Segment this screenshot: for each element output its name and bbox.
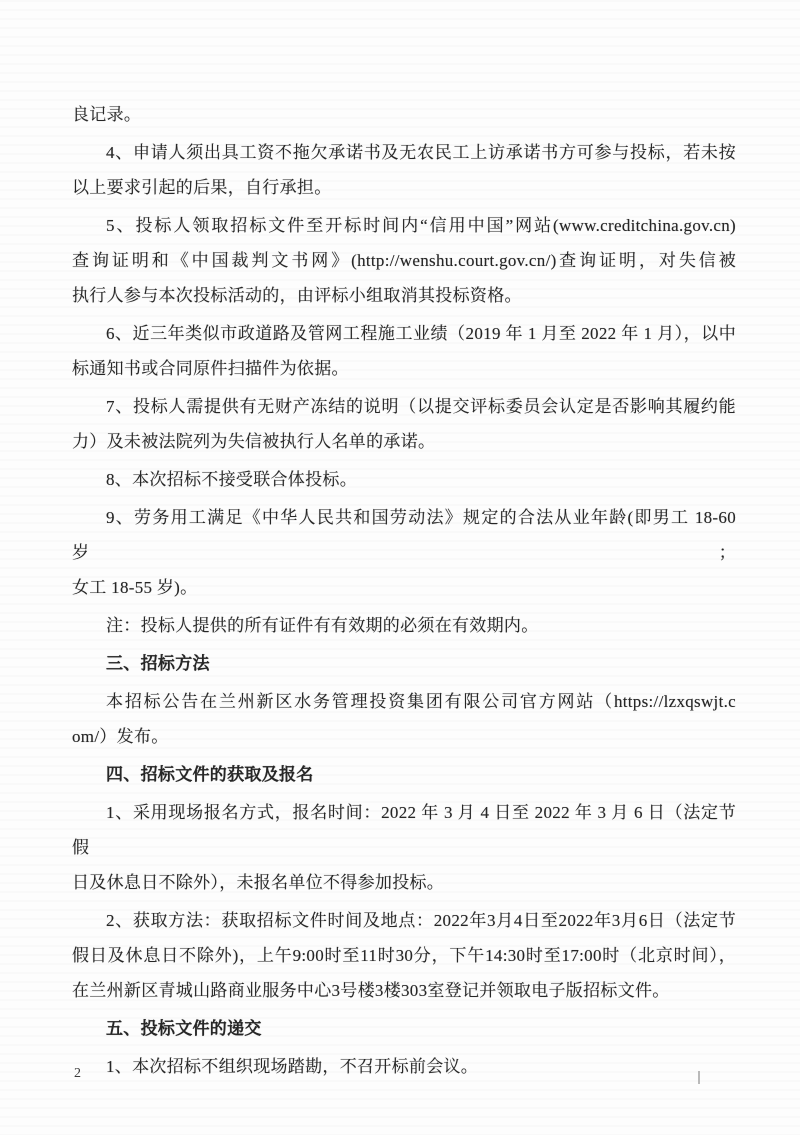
text-line: 四、招标文件的获取及报名 bbox=[106, 765, 314, 784]
text-line: om/）发布。 bbox=[72, 727, 169, 746]
text-line: 标通知书或合同原件扫描件为依据。 bbox=[72, 359, 349, 378]
text-line: 注：投标人提供的所有证件有有效期的必须在有效期内。 bbox=[106, 616, 539, 635]
text-line: 五、投标文件的递交 bbox=[106, 1019, 262, 1038]
text-line: 女工 18-55 岁)。 bbox=[72, 578, 198, 597]
document-content bbox=[72, 97, 736, 1087]
paragraph bbox=[72, 208, 736, 313]
text-line: 8、本次招标不接受联合体投标。 bbox=[106, 470, 357, 489]
section-heading bbox=[72, 646, 736, 681]
paragraph bbox=[72, 135, 736, 205]
paragraph bbox=[72, 316, 736, 386]
text-line: 1、本次招标不组织现场踏勘，不召开标前会议。 bbox=[106, 1057, 479, 1076]
paragraph bbox=[72, 97, 736, 132]
text-line: 在兰州新区青城山路商业服务中心3号楼3楼303室登记并领取电子版招标文件。 bbox=[72, 981, 670, 1000]
text-line: 本招标公告在兰州新区水务管理投资集团有限公司官方网站（https://lzxqswjt.c bbox=[106, 692, 736, 711]
section-heading bbox=[72, 757, 736, 792]
text-line: 良记录。 bbox=[72, 105, 142, 124]
paragraph bbox=[72, 500, 736, 605]
text-line: 9、劳务用工满足《中华人民共和国劳动法》规定的合法从业年龄(即男工 18-60 岁； bbox=[72, 508, 736, 562]
text-line: 6、近三年类似市政道路及管网工程施工业绩（2019 年 1 月至 2022 年 1 月），以中 bbox=[106, 324, 736, 343]
text-line: 日及休息日不除外），未报名单位不得参加投标。 bbox=[72, 873, 445, 892]
text-line: 1、采用现场报名方式，报名时间：2022 年 3 月 4 日至 2022 年 3 月 6 日（法定节假 bbox=[72, 803, 736, 857]
paragraph bbox=[72, 903, 736, 1008]
paragraph bbox=[72, 684, 736, 754]
text-line: 力）及未被法院列为失信被执行人名单的承诺。 bbox=[72, 432, 436, 451]
text-line: 执行人参与本次投标活动的，由评标小组取消其投标资格。 bbox=[72, 286, 522, 305]
scan-artifact-tick bbox=[698, 1071, 700, 1084]
paragraph bbox=[72, 462, 736, 497]
text-line: 三、招标方法 bbox=[106, 654, 210, 673]
text-line: 2、获取方法：获取招标文件时间及地点：2022年3月4日至2022年3月6日（法定节 bbox=[106, 911, 736, 930]
paragraph bbox=[72, 795, 736, 900]
text-line: 以上要求引起的后果，自行承担。 bbox=[72, 178, 332, 197]
text-line: 7、投标人需提供有无财产冻结的说明（以提交评标委员会认定是否影响其履约能 bbox=[106, 397, 736, 416]
paragraph bbox=[72, 608, 736, 643]
text-line: 查询证明和《中国裁判文书网》(http://wenshu.court.gov.cn/)查询证明，对失信被 bbox=[72, 251, 736, 270]
text-line: 假日及休息日不除外)，上午9:00时至11时30分，下午14:30时至17:00时（北京时间）， bbox=[72, 946, 736, 965]
paragraph bbox=[72, 389, 736, 459]
paragraph bbox=[72, 1049, 736, 1084]
text-line: 5、投标人领取招标文件至开标时间内“信用中国”网站(www.creditchina.gov.cn) bbox=[106, 216, 736, 235]
text-line: 4、申请人须出具工资不拖欠承诺书及无农民工上访承诺书方可参与投标，若未按 bbox=[106, 143, 736, 162]
section-heading bbox=[72, 1011, 736, 1046]
page-number: 2 bbox=[74, 1066, 81, 1081]
